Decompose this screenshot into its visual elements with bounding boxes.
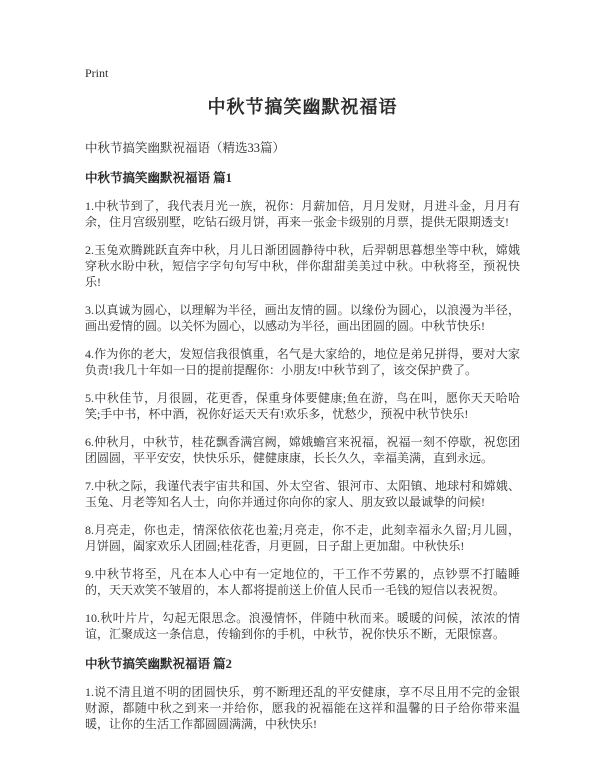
page-title: 中秋节搞笑幽默祝福语: [207, 97, 398, 117]
paragraph: 2.玉兔欢腾跳跃直奔中秋，月儿日渐团圆静待中秋，后羿朝思暮想坐等中秋，嫦娥穿秋水盼中秋，短信字字句句写中秋，伴你甜甜美美过中秋。中秋将至，预祝快乐!: [85, 243, 520, 289]
paragraph: 4.作为你的老大，发短信我很慎重，名气是大家给的，地位是弟兄拼得，要对大家负责!我几十年如一日的提前提醒你：小朋友!中秋节到了，该交保护费了。: [85, 347, 520, 377]
paragraph: 9.中秋节将至，凡在本人心中有一定地位的，干工作不劳累的，点钞票不打瞌睡的，天天欢笑不皱眉的，本人都将提前送上价值人民币一毛钱的短信以表祝贺。: [85, 567, 520, 597]
paragraph: 6.仲秋月，中秋节，桂花飘香满宫阙，嫦娥蟾宫来祝福，祝福一刻不停歇，祝您团团圆圆，平平安安，快快乐乐，健健康康，长长久久，幸福美满，直到永远。: [85, 435, 520, 465]
section-header: 中秋节搞笑幽默祝福语 篇1: [85, 171, 232, 185]
doc-subtitle: 中秋节搞笑幽默祝福语（精选33篇）: [85, 141, 286, 155]
print-button[interactable]: Print: [85, 66, 109, 80]
paragraph: 8.月亮走，你也走，情深依依花也羞;月亮走，你不走，此刻幸福永久留;月儿圆，月饼圆，阖家欢乐人团圆;桂花香，月更圆，日子甜上更加甜。中秋快乐!: [85, 523, 520, 553]
paragraph: 7.中秋之际，我谨代表宇宙共和国、外太空省、银河市、太阳镇、地球村和嫦娥、玉兔、月老等知名人士，向你并通过你向你的家人、朋友致以最诚挚的问候!: [85, 479, 520, 509]
paragraph: 1.中秋节到了，我代表月光一族，祝你：月薪加倍，月月发财，月进斗金，月月有余，住月宫级别墅，吃钻石级月饼，再来一张金卡级别的月票，提供无限期透支!: [85, 199, 520, 229]
section-header: 中秋节搞笑幽默祝福语 篇2: [85, 657, 232, 671]
paragraph: 1.说不清且道不明的团圆快乐，剪不断理还乱的平安健康，享不尽且用不完的金银财源，都随中秋之到来一并给你，愿我的祝福能在这祥和温馨的日子给你带来温暖，让你的生活工作都圆圆满满，中秋快乐!: [85, 685, 520, 731]
paragraph: 5.中秋佳节，月很圆，花更香，保重身体要健康;鱼在游，鸟在叫，愿你天天哈哈笑;手中书，杯中酒，祝你好运天天有!欢乐多，忧愁少，预祝中秋节快乐!: [85, 391, 520, 421]
sections-container: [85, 170, 520, 732]
paragraph: 10.秋叶片片，勾起无限思念。浪漫情怀，伴随中秋而来。暖暖的问候，浓浓的情谊，汇聚成这一条信息，传输到你的手机，中秋节，祝你快乐不断，无限惊喜。: [85, 611, 520, 641]
paragraph: 3.以真诚为圆心，以理解为半径，画出友情的圆。以缘份为圆心，以浪漫为半径，画出爱情的圆。以关怀为圆心，以感动为半径，画出团圆的圆。中秋节快乐!: [85, 303, 520, 333]
